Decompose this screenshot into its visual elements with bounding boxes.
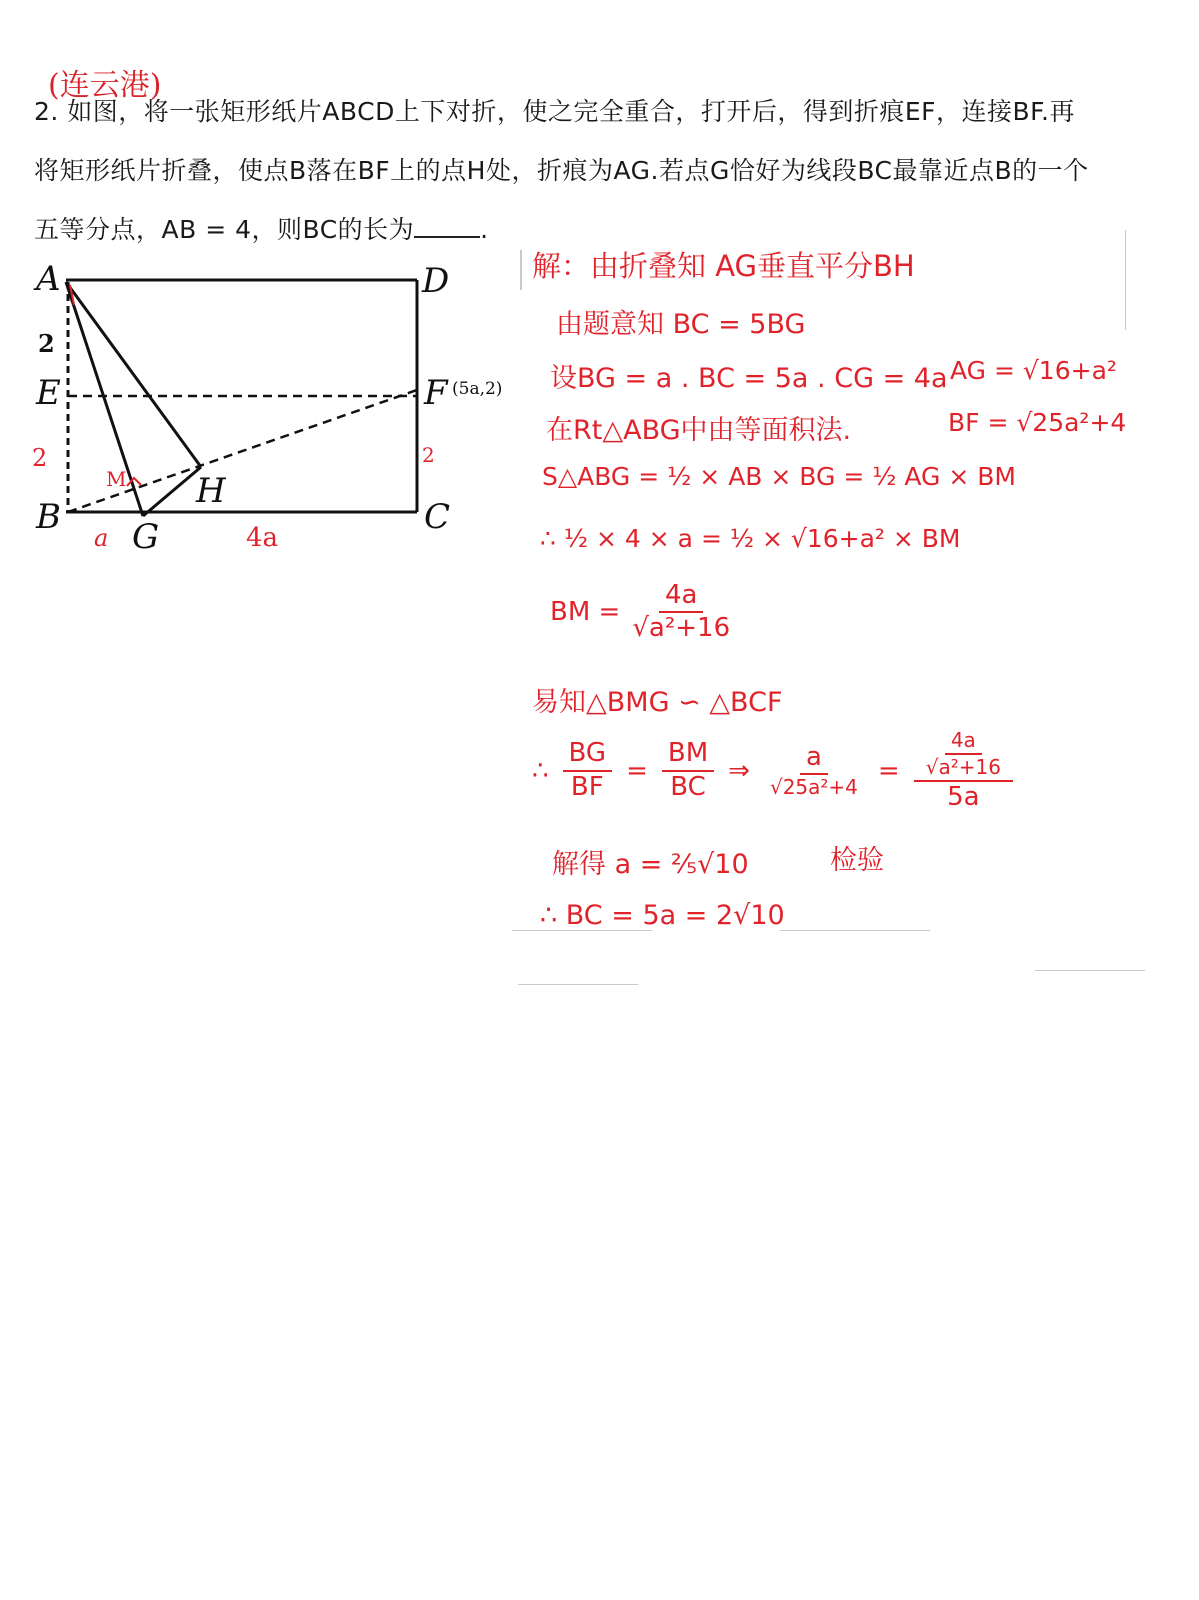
- annotation-bg-length: a: [94, 524, 109, 552]
- annotation-ae-length: 2: [38, 329, 55, 358]
- ratio-equals-1: =: [626, 755, 648, 786]
- annotation-fc-length: 2: [422, 443, 435, 467]
- solution-line-1: 解：由折叠知 AG垂直平分BH: [532, 249, 915, 283]
- ratio-equals-2: =: [877, 755, 900, 786]
- ratio-implies-arrow: ⇒: [728, 755, 750, 786]
- solution-line-2: 由题意知 BC = 5BG: [556, 309, 806, 340]
- question-line-1: 2. 如图，将一张矩形纸片ABCD上下对折，使之完全重合，打开后，得到折痕EF，连接BF.再: [34, 97, 1075, 126]
- solution-bf-length: BF = √25a²+4: [948, 408, 1127, 437]
- solution-line-6: ∴ ½ × 4 × a = ½ × √16+a² × BM: [540, 524, 961, 553]
- ratio-compound-fraction: [914, 730, 1013, 811]
- label-d: D: [422, 261, 450, 301]
- question-line-3-text: 五等分点，AB = 4，则BC的长为: [34, 215, 415, 244]
- source-tag: (连云港): [48, 68, 162, 103]
- label-e: E: [36, 373, 61, 413]
- label-c: C: [424, 497, 451, 537]
- ratio-therefore: ∴: [532, 755, 549, 786]
- ratio-compound-numerator: [914, 730, 1013, 782]
- ratio-5a: 5a: [947, 782, 980, 812]
- question-line-3-end: .: [480, 215, 489, 244]
- segment-ah: [66, 282, 201, 467]
- label-a: A: [36, 259, 61, 299]
- ratio-bf: BF: [570, 771, 604, 802]
- ratio-bm: BM: [662, 740, 714, 771]
- ratio-a-over-bf: [764, 741, 864, 799]
- solution-line-3: 设BG = a . BC = 5a . CG = 4a: [550, 363, 948, 394]
- solution-answer: ∴ BC = 5a = 2√10: [540, 900, 785, 931]
- solution-line-5: S△ABG = ½ × AB × BG = ½ AG × BM: [542, 462, 1016, 491]
- solution-ratio-line: [532, 730, 1013, 811]
- bm-lhs: BM =: [550, 597, 621, 628]
- ratio-inner-sqrt: √a²+16: [925, 755, 1001, 779]
- ratio-inner-fraction: [920, 730, 1007, 778]
- label-h: H: [196, 471, 226, 511]
- ratio-bm-bc: [662, 740, 714, 801]
- label-f: F: [424, 373, 448, 413]
- ratio-bg-bf: [563, 740, 613, 801]
- solution-line-8: 易知△BMG ∽ △BCF: [532, 687, 783, 718]
- label-b: B: [36, 497, 61, 537]
- question-line-2: 将矩形纸片折叠，使点B落在BF上的点H处，折痕为AG.若点G恰好为线段BC最靠近点B的一个: [34, 156, 1089, 185]
- bm-denominator: √a²+16: [632, 613, 731, 644]
- solution-line-10: 解得 a = ⅖√10: [552, 849, 749, 880]
- geometry-figure: [0, 0, 560, 580]
- ratio-a: a: [800, 744, 828, 775]
- ratio-bg: BG: [563, 740, 613, 771]
- bm-numerator: 4a: [659, 582, 703, 613]
- annotation-m-label: M: [106, 467, 127, 491]
- bm-fraction: [626, 582, 736, 643]
- label-g: G: [132, 517, 160, 557]
- solution-line-4: 在Rt△ABG中由等面积法.: [546, 415, 852, 446]
- ratio-inner-4a: 4a: [945, 730, 982, 755]
- annotation-eb-length: 2: [32, 444, 48, 472]
- annotation-f-coord: (5a,2): [452, 379, 503, 399]
- annotation-gc-length: 4a: [246, 523, 279, 553]
- ratio-sqrt-25a2-4: √25a²+4: [769, 774, 858, 799]
- solution-ag-length: AG = √16+a²: [950, 356, 1117, 385]
- solution-bm: [550, 582, 736, 643]
- solution-check: 检验: [830, 845, 884, 876]
- ratio-bc: BC: [670, 771, 706, 802]
